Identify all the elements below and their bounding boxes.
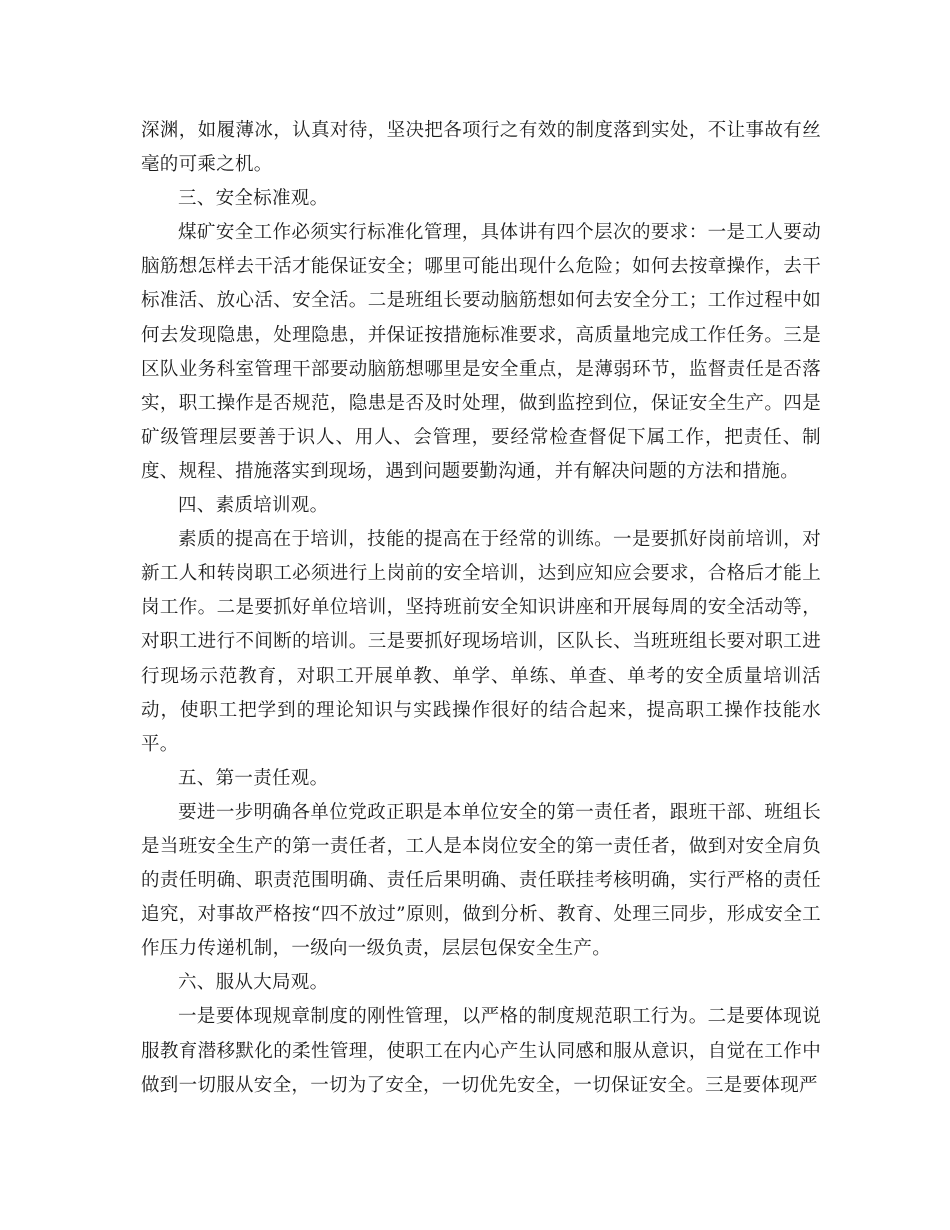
section-heading-responsibility: 五、第一责任观。 — [178, 767, 329, 789]
paragraph-responsibility: 要进一步明确各单位党政正职是本单位安全的第一责任者，跟班干部、班组长是当班安全生产的第一责任者，工人是本岗位安全的第一责任者，做到对安全肩负的责任明确、职责范围明确、责任后果明确、责任联挂考核明确，实行严格的责任追究，对事故严格按“四不放过”原则，做到分析、教育、处理三同步，形成安全工作压力传递机制，一级向一级负责，层层包保安全生产。 — [141, 801, 821, 960]
paragraph-continuation: 深渊，如履薄冰，认真对待，坚决把各项行之有效的制度落到实处，不让事故有丝毫的可乘之机。 — [141, 120, 821, 176]
section-heading-training: 四、素质培训观。 — [178, 495, 329, 517]
paragraph-training: 素质的提高在于培训，技能的提高在于经常的训练。一是要抓好岗前培训，对新工人和转岗职工必须进行上岗前的安全培训，达到应知应会要求，合格后才能上岗工作。二是要抓好单位培训，坚持班前安全知识讲座和开展每周的安全活动等，对职工进行不间断的培训。三是要抓好现场培训，区队长、当班班组长要对职工进行现场示范教育，对职工开展单教、单学、单练、单查、单考的安全质量培训活动，使职工把学到的理论知识与实践操作很好的结合起来，提高职工操作技能水平。 — [141, 529, 821, 755]
paragraph-standardization: 煤矿安全工作必须实行标准化管理，具体讲有四个层次的要求：一是工人要动脑筋想怎样去干活才能保证安全；哪里可能出现什么危险；如何去按章操作，去干标准活、放心活、安全活。二是班组长要动脑筋想如何去安全分工；工作过程中如何去发现隐患，处理隐患，并保证按措施标准要求，高质量地完成工作任务。三是区队业务科室管理干部要动脑筋想哪里是安全重点，是薄弱环节，监督责任是否落实，职工操作是否规范，隐患是否及时处理，做到监控到位，保证安全生产。四是矿级管理层要善于识人、用人、会管理，要经常检查督促下属工作，把责任、制度、规程、措施落实到现场，遇到问题要勤沟通，并有解决问题的方法和措施。 — [141, 222, 821, 482]
document-body — [141, 114, 821, 1103]
section-heading-overall-situation: 六、服从大局观。 — [178, 972, 329, 994]
section-heading-safety-standard: 三、安全标准观。 — [178, 188, 329, 210]
paragraph-overall-situation: 一是要体现规章制度的刚性管理，以严格的制度规范职工行为。二是要体现说服教育潜移默化的柔性管理，使职工在内心产生认同感和服从意识，自觉在工作中做到一切服从安全，一切为了安全，一切优先安全，一切保证安全。三是要体现严 — [141, 1006, 821, 1096]
